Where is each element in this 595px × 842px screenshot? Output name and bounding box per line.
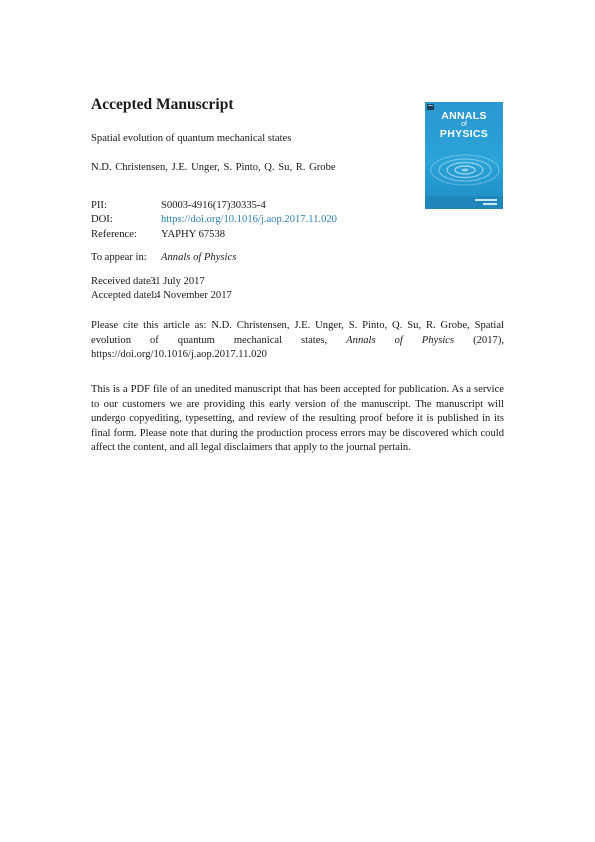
reference-value: YAPHY 67538: [161, 228, 226, 240]
cover-title-line1: ANNALS: [441, 110, 487, 122]
citation-prefix: Please cite this article as: N.D. Christensen, J.E. Unger, S. Pinto, Q. Su, R. Grobe, Spatial evolution of quantum mechanical states,: [91, 320, 504, 346]
journal-name: Annals of Physics: [161, 252, 237, 263]
accepted-label: Accepted date :: [91, 290, 157, 302]
authors-line: N.D. Christensen, J.E. Unger, S. Pinto, Q. Su, R. Grobe: [91, 162, 336, 173]
pii-row: [91, 199, 337, 213]
dates-block: [91, 275, 232, 304]
received-row: [91, 275, 232, 289]
appear-in-row: [91, 252, 236, 263]
received-label: Received date :: [91, 276, 157, 287]
citation-paragraph: [91, 319, 504, 363]
accepted-row: [91, 289, 232, 303]
publisher-logo-icon: [427, 104, 434, 110]
journal-cover-image: [425, 102, 503, 209]
cover-footer: [425, 196, 503, 209]
page-heading: Accepted Manuscript: [91, 96, 234, 113]
accepted-value: 14 November 2017: [150, 290, 232, 302]
doi-row: [91, 213, 337, 227]
doi-label: DOI:: [91, 214, 113, 226]
pii-label: PII:: [91, 200, 107, 211]
disclaimer-paragraph: This is a PDF file of an unedited manuscript that has been accepted for publication. As a service to our customers we are providing this early version of the manuscript. The manuscript will undergo copyediting, typesetting, and review of the resulting proof before it is published in its final form. Please note that during the production process errors may be discovered which could affect the content, and all legal disclaimers that apply to the journal pertain.: [91, 384, 504, 453]
appear-in-label: To appear in:: [91, 252, 147, 263]
received-value: 31 July 2017: [150, 276, 205, 287]
citation-journal: Annals of Physics: [346, 334, 455, 346]
cover-title-line2: of: [461, 121, 467, 128]
reference-label: Reference:: [91, 228, 137, 240]
article-title: Spatial evolution of quantum mechanical states: [91, 133, 292, 144]
doi-link[interactable]: https://doi.org/10.1016/j.aop.2017.11.020: [161, 214, 337, 226]
citation-suffix: (2017), https://doi.org/10.1016/j.aop.2017.11.020: [91, 334, 504, 360]
cover-title-line3: PHYSICS: [439, 128, 489, 140]
ripple-wave-icon: [425, 144, 503, 196]
reference-row: [91, 228, 337, 242]
pii-value: S0003-4916(17)30335-4: [161, 200, 266, 211]
metadata-block: [91, 199, 337, 242]
cover-title: [425, 111, 503, 139]
